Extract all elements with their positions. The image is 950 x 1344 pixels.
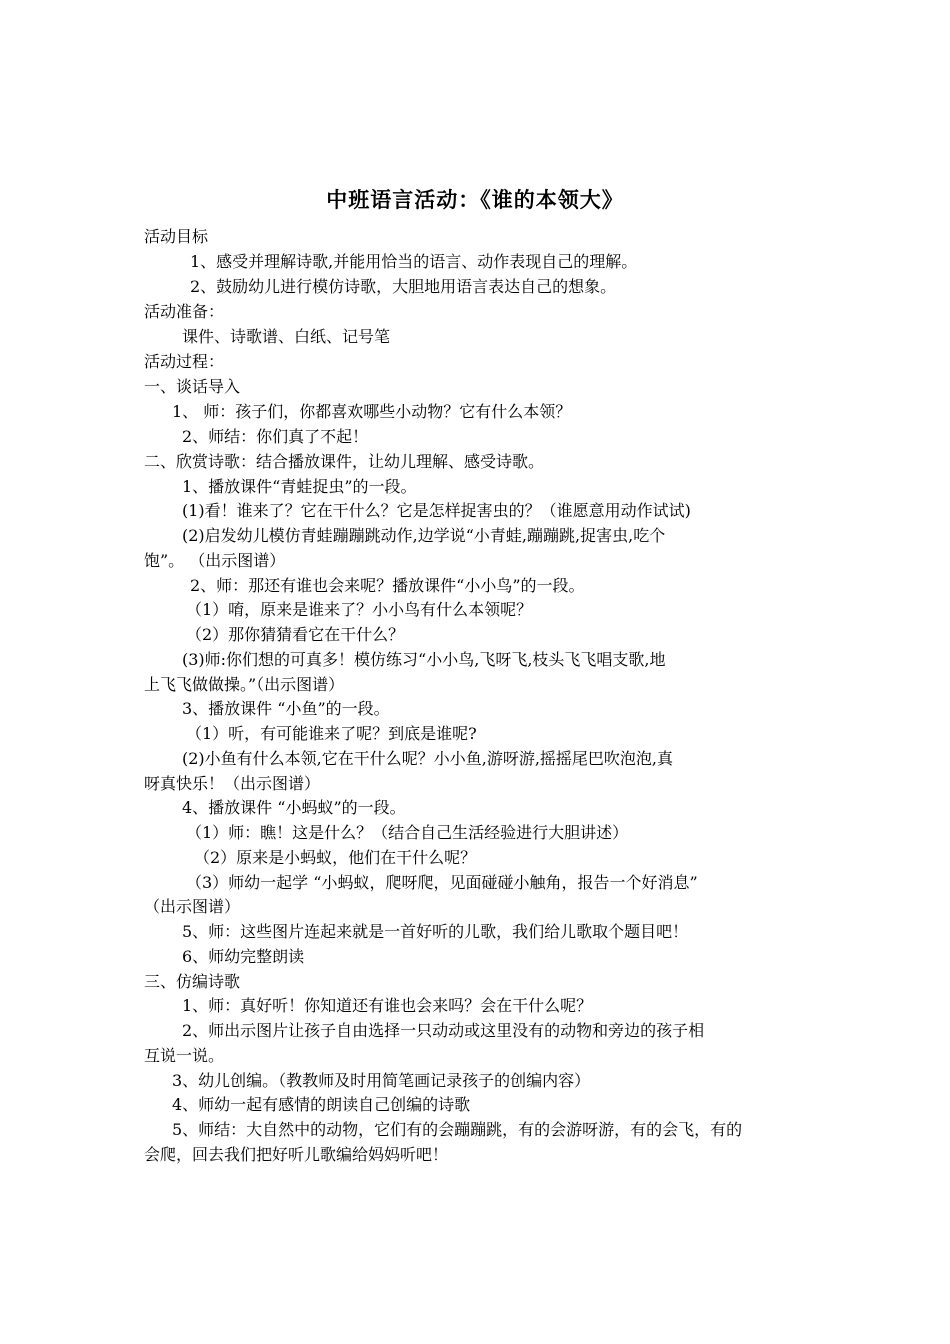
text-line: （出示图谱）: [144, 897, 241, 916]
goal-item: 2、鼓励幼儿进行模仿诗歌，大胆地用语言表达自己的想象。: [190, 277, 617, 296]
text-line: 4、播放课件 “小蚂蚁”的一段。: [182, 798, 406, 817]
text-line: 2、师出示图片让孩子自由选择一只动动或这里没有的动物和旁边的孩子相: [182, 1021, 705, 1040]
text-line: （1）唷，原来是谁来了？小小鸟有什么本领呢？: [186, 600, 533, 619]
text-line: 1、 师：孩子们，你都喜欢哪些小动物？它有什么本领？: [172, 402, 572, 421]
text-line: （1）听，有可能谁来了呢？到底是谁呢?: [186, 724, 477, 743]
text-line: (1)看！谁来了？它在干什么？它是怎样捉害虫的？（谁愿意用动作试试): [182, 501, 691, 520]
text-line: 2、师结：你们真了不起！: [182, 427, 369, 446]
text-line: 3、幼儿创编。（教教师及时用简笔画记录孩子的创编内容）: [172, 1071, 591, 1090]
text-line: 课件、诗歌谱、白纸、记号笔: [182, 327, 391, 346]
document-title: 中班语言活动：《谁的本领大》: [326, 188, 624, 212]
text-line: 3、播放课件 “小鱼”的一段。: [182, 699, 390, 718]
text-line: (2)启发幼儿模仿青蛙蹦蹦跳动作,边学说“小青蛙,蹦蹦跳,捉害虫,吃个: [182, 526, 666, 545]
text-line: 5、师结：大自然中的动物，它们有的会蹦蹦跳，有的会游呀游，有的会飞，有的: [172, 1120, 743, 1139]
text-line: 呀真快乐！（出示图谱）: [144, 774, 321, 793]
text-line: (3)师:你们想的可真多！模仿练习“小小鸟,飞呀飞,枝头飞飞唱支歌,地: [182, 650, 666, 669]
text-line: 会爬，回去我们把好听儿歌编给妈妈听吧！: [144, 1145, 449, 1164]
goal-item: 1、感受并理解诗歌,并能用恰当的语言、动作表现自己的理解。: [190, 252, 638, 271]
text-line: 饱”。 （出示图谱）: [144, 551, 286, 570]
text-line: 上飞飞做做操。”（出示图谱）: [144, 675, 345, 694]
text-line: 互说一说。: [144, 1046, 225, 1065]
text-line: 2、师：那还有谁也会来呢？播放课件“小小鸟”的一段。: [190, 576, 585, 595]
part-heading: 二、欣赏诗歌：结合播放课件，让幼儿理解、感受诗歌。: [144, 452, 545, 471]
part-heading: 三、仿编诗歌: [144, 972, 241, 991]
text-line: (2)小鱼有什么本领,它在干什么呢？小小鱼,游呀游,摇摇尾巴吹泡泡,真: [182, 749, 674, 768]
text-line: （3）师幼一起学 “小蚂蚁，爬呀爬，见面碰碰小触角，报告一个好消息”: [186, 873, 698, 892]
text-line: （2）原来是小蚂蚁，他们在干什么呢？: [194, 848, 477, 867]
text-line: 5、师：这些图片连起来就是一首好听的儿歌，我们给儿歌取个题目吧！: [182, 922, 689, 941]
section-heading: 活动目标: [144, 227, 209, 246]
part-heading: 一、谈话导入: [144, 377, 241, 396]
text-line: 1、师：真好听！你知道还有谁也会来吗？会在干什么呢？: [182, 996, 593, 1015]
text-line: （2）那你猜猜看它在干什么？: [186, 625, 405, 644]
text-line: 6、师幼完整朗读: [182, 947, 305, 966]
section-heading: 活动过程：: [144, 352, 225, 371]
text-line: 4、师幼一起有感情的朗读自己创编的诗歌: [172, 1095, 471, 1114]
text-line: 1、播放课件“青蛙捉虫”的一段。: [182, 477, 417, 496]
section-heading: 活动准备：: [144, 302, 225, 321]
text-line: （1）师：瞧！这是什么？（结合自己生活经验进行大胆讲述）: [186, 823, 629, 842]
